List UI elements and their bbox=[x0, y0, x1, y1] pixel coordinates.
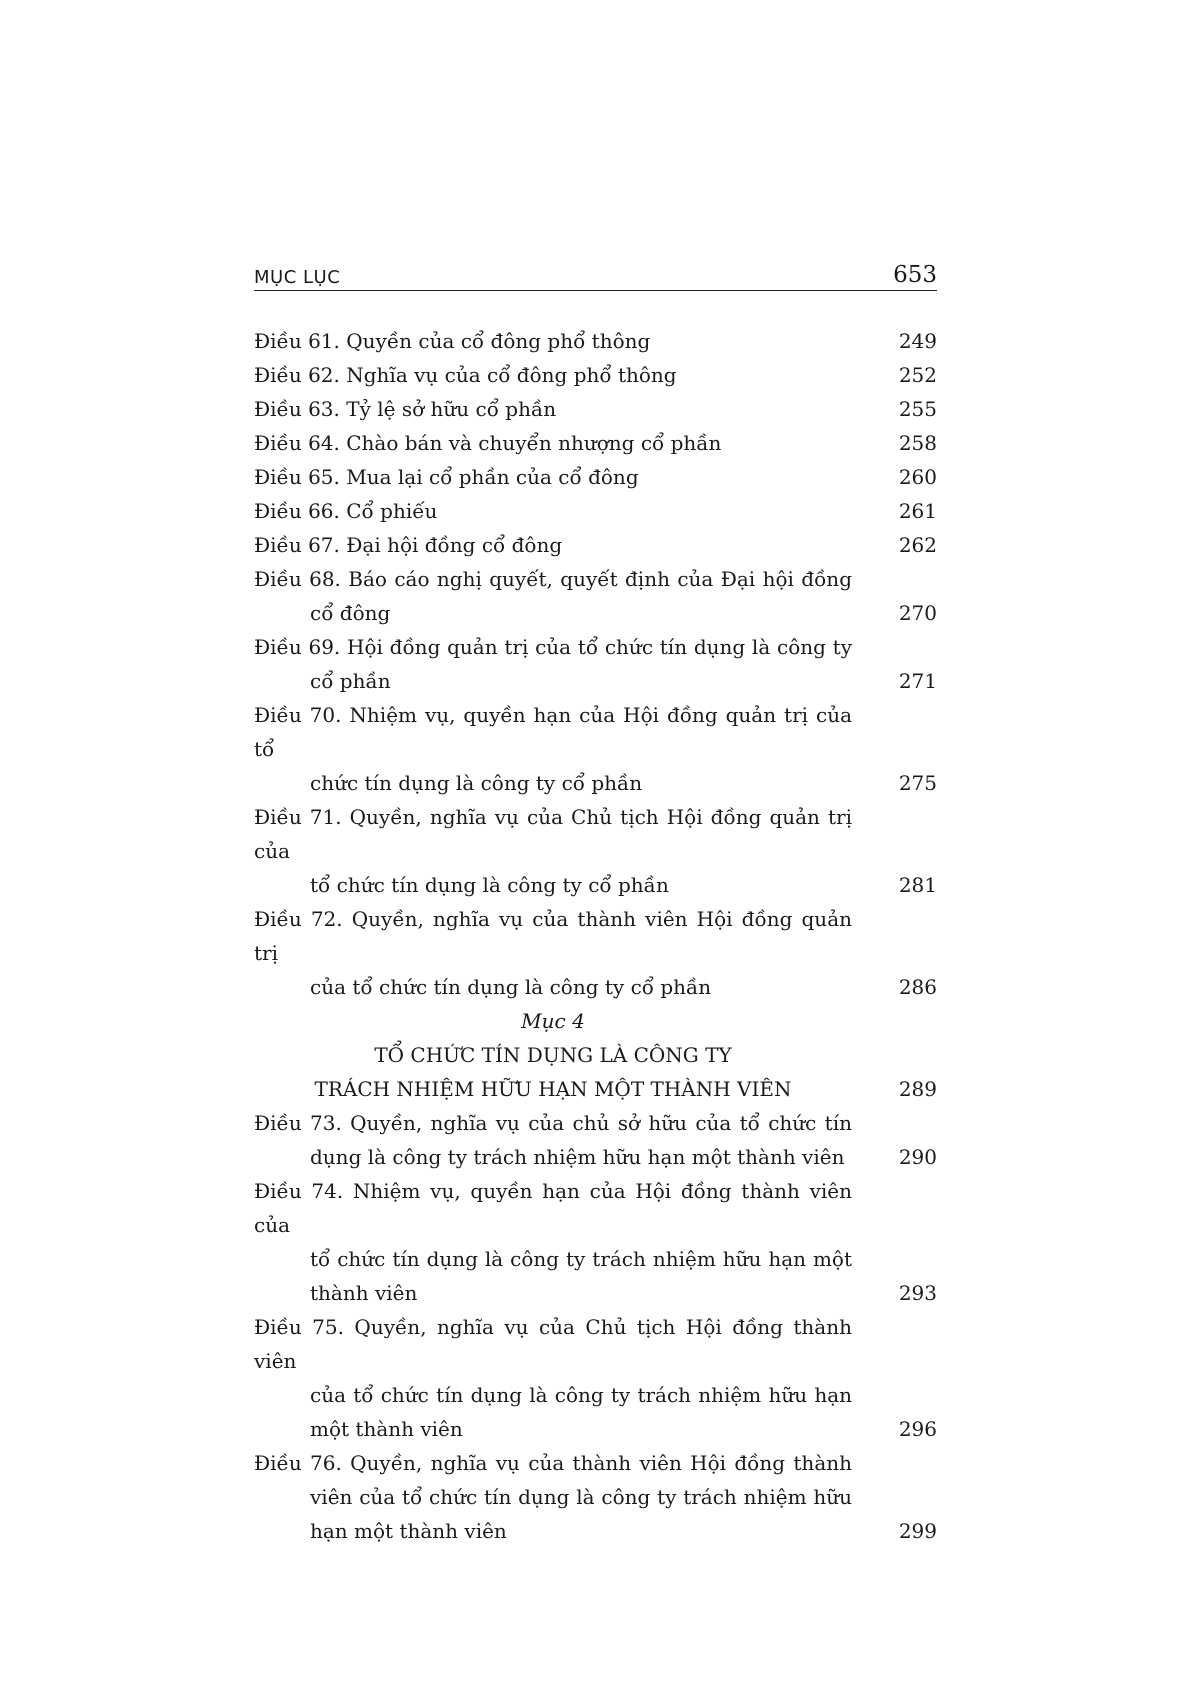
toc-entry-page-number: 271 bbox=[898, 669, 937, 693]
toc-group-a bbox=[254, 324, 937, 1004]
toc-entry-line: Điều 70. Nhiệm vụ, quyền hạn của Hội đồng quản trị của tổ bbox=[254, 703, 852, 761]
toc-entry-line: Điều 69. Hội đồng quản trị của tổ chức tín dụng là công ty bbox=[254, 635, 852, 659]
toc-entry-page-number: 260 bbox=[898, 465, 937, 489]
toc-entry-line: Điều 61. Quyền của cổ đông phổ thông bbox=[254, 329, 651, 353]
toc-entry bbox=[254, 460, 937, 494]
toc-entry bbox=[254, 1310, 937, 1446]
toc-entry-line: Điều 63. Tỷ lệ sở hữu cổ phần bbox=[254, 397, 557, 421]
toc-entry-text bbox=[254, 1174, 852, 1310]
toc-entry-line: thành viên bbox=[310, 1281, 418, 1305]
toc-entry-text bbox=[254, 800, 852, 902]
section-title-line-2: TRÁCH NHIỆM HỮU HẠN MỘT THÀNH VIÊN bbox=[314, 1077, 792, 1101]
toc-entry-text bbox=[254, 902, 852, 1004]
toc-entry-text bbox=[254, 528, 852, 562]
toc-entry bbox=[254, 800, 937, 902]
toc-entry bbox=[254, 630, 937, 698]
toc-entry-line: cổ phần bbox=[310, 669, 391, 693]
toc-entry-page-number: 262 bbox=[898, 533, 937, 557]
toc-entry bbox=[254, 358, 937, 392]
toc-entry-text bbox=[254, 630, 852, 698]
toc-entry-text bbox=[254, 1106, 852, 1174]
toc-entry-line: của tổ chức tín dụng là công ty trách nhiệm hữu hạn bbox=[310, 1383, 852, 1407]
toc-entry-line: Điều 62. Nghĩa vụ của cổ đông phổ thông bbox=[254, 363, 677, 387]
toc-entry-page-number: 286 bbox=[898, 975, 937, 999]
toc-entry-line: Điều 76. Quyền, nghĩa vụ của thành viên Hội đồng thành bbox=[254, 1451, 852, 1475]
toc-entry-text bbox=[254, 324, 852, 358]
toc-entry-page-number: 290 bbox=[898, 1145, 937, 1169]
toc-entry-line: Điều 73. Quyền, nghĩa vụ của chủ sở hữu của tổ chức tín bbox=[254, 1111, 852, 1135]
toc-entry-line: tổ chức tín dụng là công ty cổ phần bbox=[310, 873, 669, 897]
toc-entry bbox=[254, 1446, 937, 1548]
toc-entry-line: tổ chức tín dụng là công ty trách nhiệm hữu hạn một bbox=[310, 1247, 852, 1271]
toc-entry-page-number: 293 bbox=[898, 1281, 937, 1305]
section-heading bbox=[254, 1004, 937, 1106]
toc-entry-page-number: 255 bbox=[898, 397, 937, 421]
toc-entry-text bbox=[254, 562, 852, 630]
toc-entry-text bbox=[254, 1446, 852, 1548]
header-page-number: 653 bbox=[893, 262, 937, 288]
toc-entry-line: Điều 75. Quyền, nghĩa vụ của Chủ tịch Hội đồng thành viên bbox=[254, 1315, 852, 1373]
toc-entry bbox=[254, 426, 937, 460]
toc-entry-text bbox=[254, 1310, 852, 1446]
toc-entry bbox=[254, 324, 937, 358]
toc-entry-text bbox=[254, 358, 852, 392]
section-page-number: 289 bbox=[898, 1077, 937, 1101]
toc-entry-line: Điều 71. Quyền, nghĩa vụ của Chủ tịch Hội đồng quản trị của bbox=[254, 805, 852, 863]
toc-entry bbox=[254, 698, 937, 800]
toc-entry bbox=[254, 392, 937, 426]
toc-entry-line: Điều 68. Báo cáo nghị quyết, quyết định của Đại hội đồng bbox=[254, 567, 852, 591]
toc-entry-text bbox=[254, 698, 852, 800]
toc-entry-text bbox=[254, 426, 852, 460]
toc-entry-page-number: 275 bbox=[898, 771, 937, 795]
table-of-contents bbox=[254, 324, 937, 1548]
toc-entry bbox=[254, 528, 937, 562]
toc-entry-line: chức tín dụng là công ty cổ phần bbox=[310, 771, 643, 795]
toc-entry-line: viên của tổ chức tín dụng là công ty trách nhiệm hữu bbox=[310, 1485, 852, 1509]
toc-entry bbox=[254, 1174, 937, 1310]
section-label: Mục 4 bbox=[521, 1009, 585, 1033]
toc-entry-line: dụng là công ty trách nhiệm hữu hạn một thành viên bbox=[310, 1145, 845, 1169]
toc-group-b bbox=[254, 1106, 937, 1548]
toc-entry-line: Điều 65. Mua lại cổ phần của cổ đông bbox=[254, 465, 639, 489]
toc-entry-line: Điều 64. Chào bán và chuyển nhượng cổ phần bbox=[254, 431, 722, 455]
toc-entry-line: Điều 66. Cổ phiếu bbox=[254, 499, 438, 523]
toc-entry-page-number: 296 bbox=[898, 1417, 937, 1441]
running-header bbox=[254, 262, 937, 291]
toc-entry-line: Điều 67. Đại hội đồng cổ đông bbox=[254, 533, 563, 557]
section-title-line-1: TỔ CHỨC TÍN DỤNG LÀ CÔNG TY bbox=[374, 1043, 732, 1067]
toc-entry bbox=[254, 562, 937, 630]
toc-entry-text bbox=[254, 460, 852, 494]
toc-entry-page-number: 258 bbox=[898, 431, 937, 455]
toc-entry-line: hạn một thành viên bbox=[310, 1519, 507, 1543]
toc-entry-line: cổ đông bbox=[310, 601, 391, 625]
toc-entry-line: Điều 74. Nhiệm vụ, quyền hạn của Hội đồng thành viên của bbox=[254, 1179, 852, 1237]
toc-entry bbox=[254, 1106, 937, 1174]
toc-entry-line: một thành viên bbox=[310, 1417, 463, 1441]
toc-entry bbox=[254, 494, 937, 528]
toc-entry-page-number: 299 bbox=[898, 1519, 937, 1543]
toc-entry-page-number: 281 bbox=[898, 873, 937, 897]
toc-entry bbox=[254, 902, 937, 1004]
header-title: MỤC LỤC bbox=[254, 267, 341, 288]
toc-entry-page-number: 252 bbox=[898, 363, 937, 387]
toc-entry-text bbox=[254, 494, 852, 528]
toc-entry-page-number: 270 bbox=[898, 601, 937, 625]
toc-entry-text bbox=[254, 392, 852, 426]
toc-entry-line: của tổ chức tín dụng là công ty cổ phần bbox=[310, 975, 712, 999]
toc-entry-page-number: 249 bbox=[898, 329, 937, 353]
toc-entry-page-number: 261 bbox=[898, 499, 937, 523]
toc-entry-line: Điều 72. Quyền, nghĩa vụ của thành viên Hội đồng quản trị bbox=[254, 907, 852, 965]
